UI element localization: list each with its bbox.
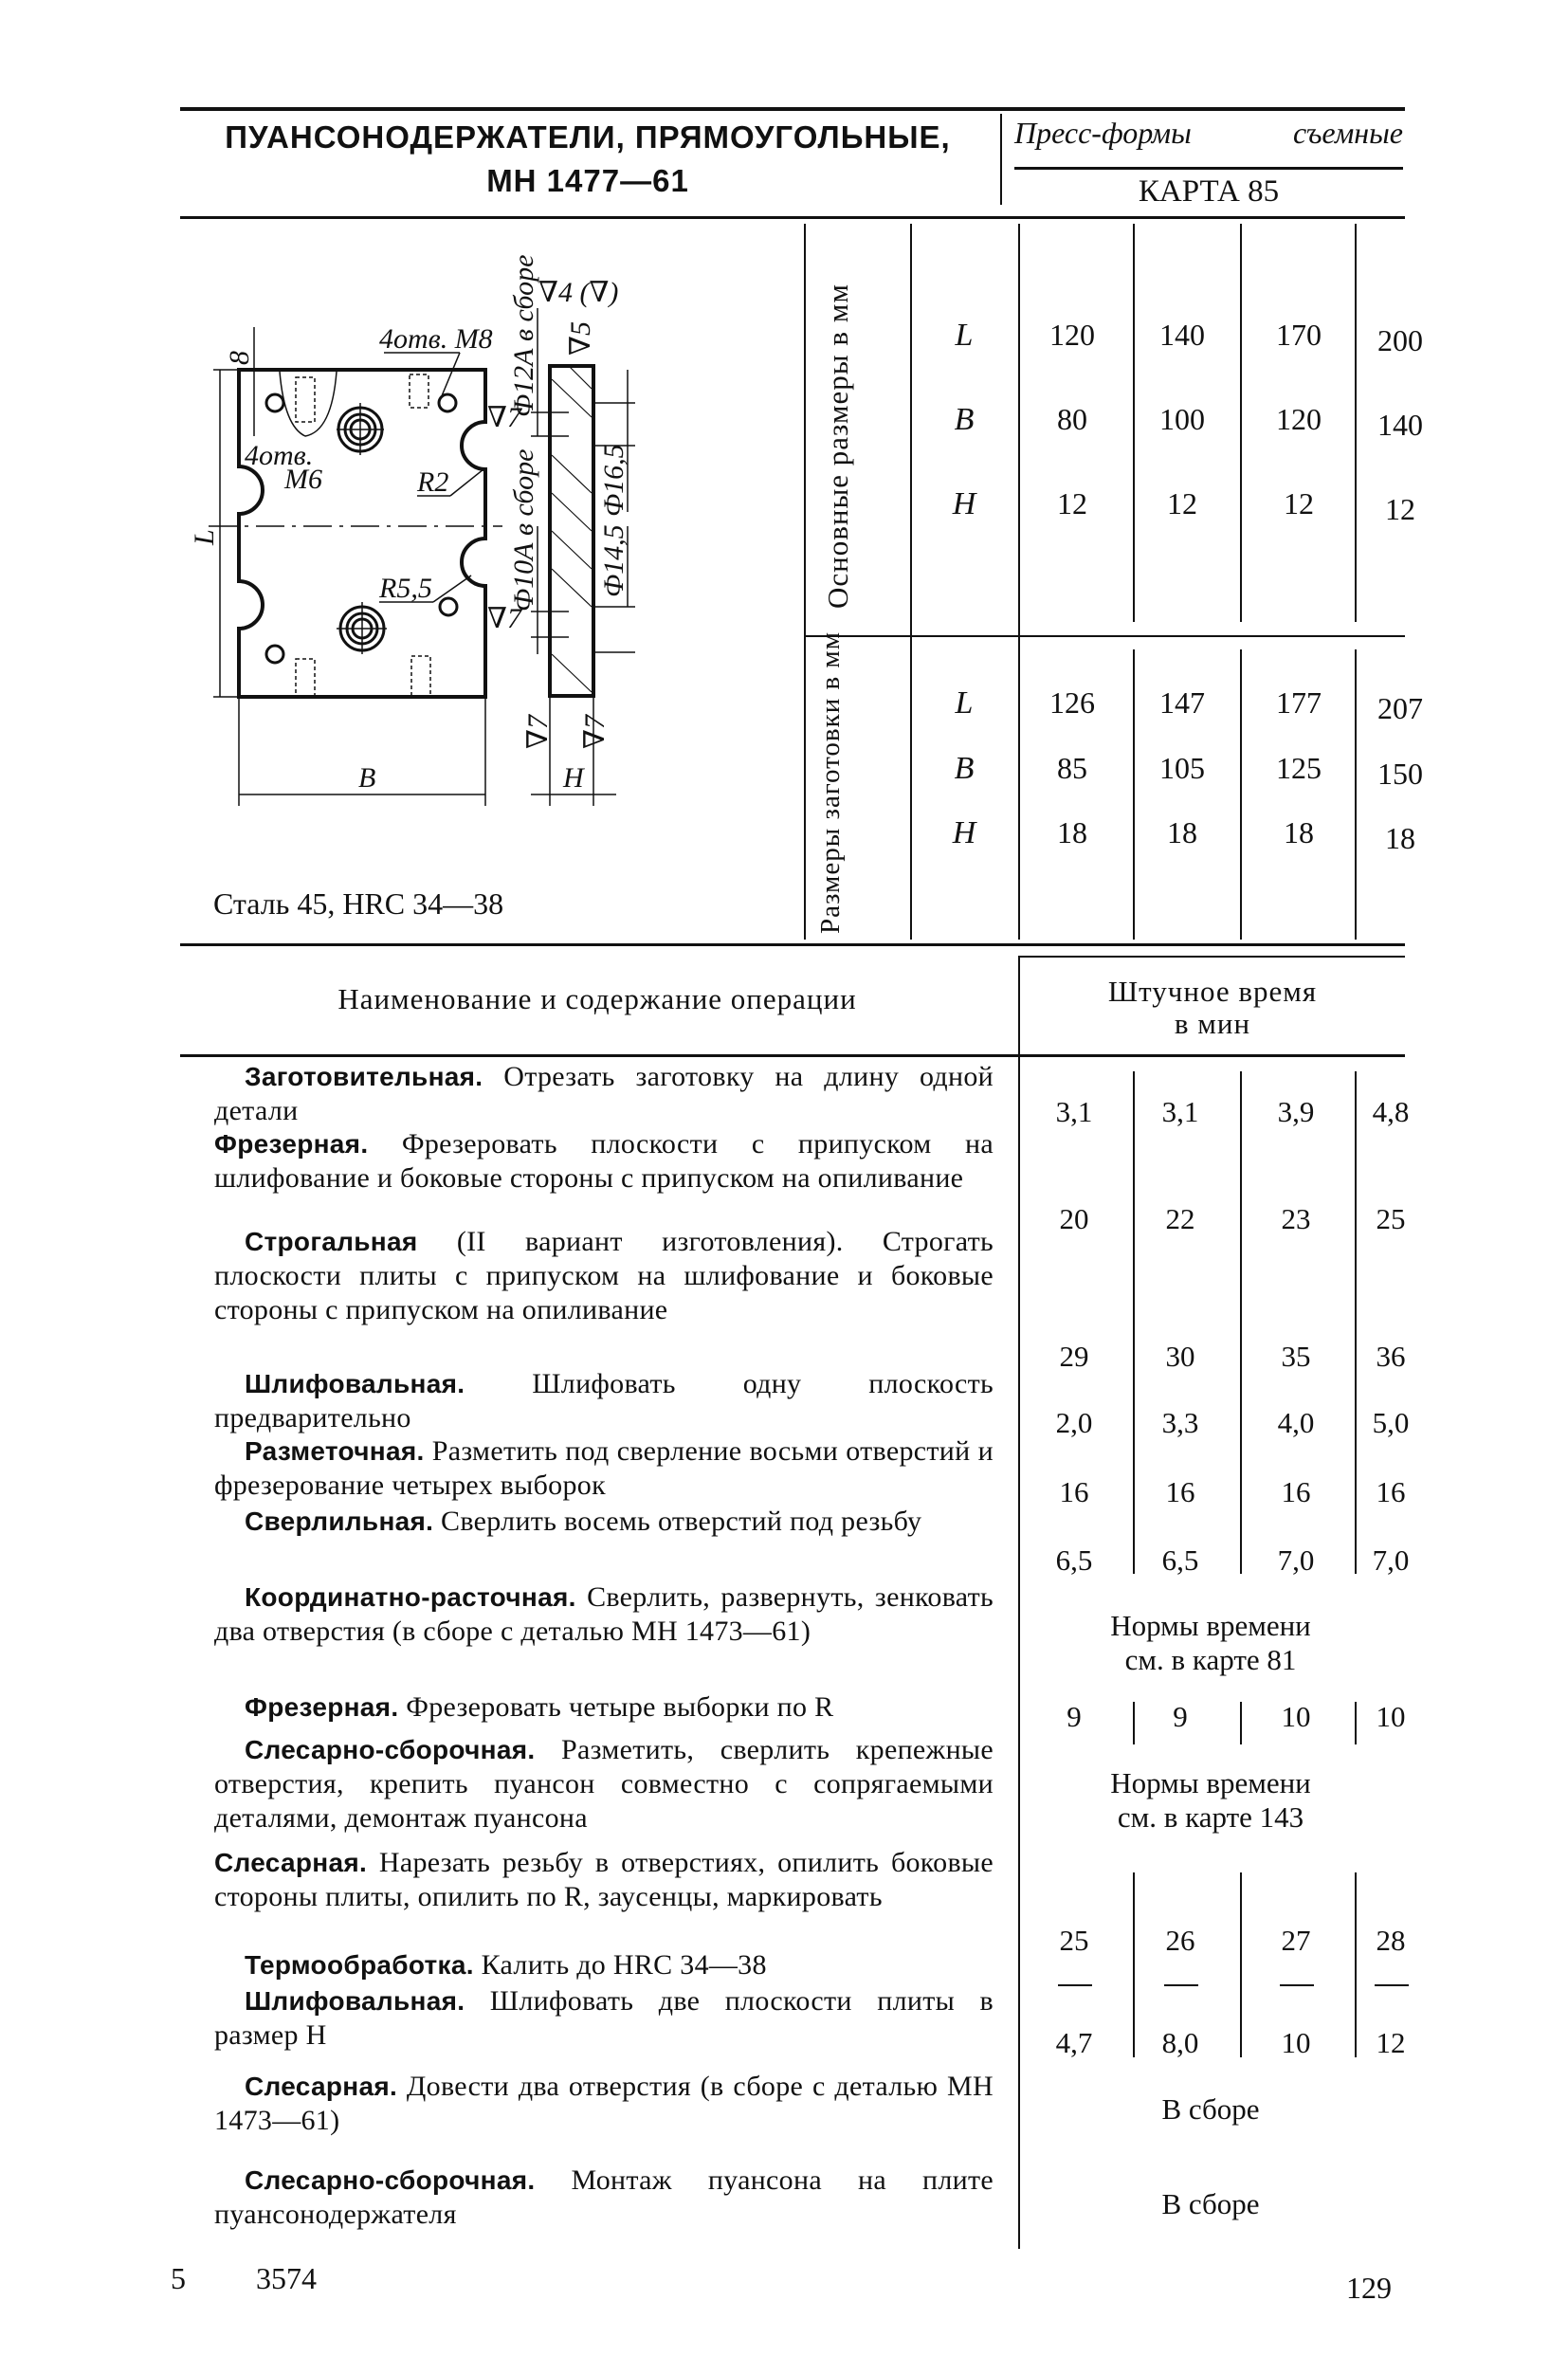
operation-name: Координатно-расточная.	[245, 1582, 576, 1612]
operation-item	[214, 1846, 994, 1914]
operation-name: Шлифовальная.	[245, 1369, 465, 1398]
operation-name: Термообработка.	[245, 1950, 474, 1980]
time-fraction-bottom: 10	[1281, 2026, 1311, 2059]
time-value: 2,0	[1055, 1406, 1093, 1439]
time-column-separator	[1133, 1702, 1135, 1744]
operation-item	[214, 1505, 994, 1539]
operation-text: Шлифовать одну плоскость предварительно	[214, 1368, 994, 1434]
operation-item	[214, 1127, 994, 1196]
time-value: 4,0	[1277, 1406, 1315, 1439]
operation-name: Разметочная.	[245, 1436, 425, 1466]
time-fraction-bottom: 8,0	[1161, 2026, 1199, 2059]
label-r55: R5,5	[379, 573, 432, 604]
time-fraction-top: 25	[1059, 1924, 1089, 1957]
operation-item	[214, 1580, 994, 1649]
operation-name: Слесарная.	[214, 1848, 368, 1877]
operation-name: Слесарно-сборочная.	[245, 2165, 536, 2195]
dimension-letter: B	[954, 402, 975, 437]
operation-name: Заготовительная.	[245, 1062, 483, 1091]
material-note: Сталь 45, HRC 34—38	[213, 886, 504, 921]
time-column-separator	[1240, 1872, 1242, 2057]
col-line-1	[1018, 224, 1020, 940]
blank-dimensions-label: Размеры заготовки в мм	[815, 630, 846, 934]
label-roughness-7a: ∇7	[487, 402, 521, 433]
operation-text: Разметить, сверлить крепежные отверстия, крепить пуансон совместно с сопрягаемыми деталями, демонтаж пуансона	[214, 1734, 994, 1834]
col-line-4	[1355, 224, 1357, 622]
time-column-separator	[1355, 1872, 1357, 2057]
time-value: 7,0	[1277, 1543, 1315, 1577]
time-value: 29	[1059, 1340, 1089, 1373]
time-column-separator	[1355, 1071, 1357, 1574]
dimension-value: 18	[1057, 815, 1087, 849]
dimension-value: 120	[1276, 402, 1322, 436]
time-value: 16	[1376, 1475, 1406, 1508]
time-value: 3,3	[1161, 1406, 1199, 1439]
operation-name: Фрезерная.	[245, 1692, 399, 1722]
label-phi10: Ф10А в сборе	[508, 448, 539, 612]
dim-divider-letters	[910, 224, 912, 940]
label-phi165: Ф16,5	[598, 444, 629, 517]
time-column-separator	[1355, 1702, 1357, 1744]
dimension-value: 140	[1377, 408, 1423, 442]
time-value: 3,1	[1055, 1095, 1093, 1128]
operation-item	[214, 1060, 994, 1128]
operation-item	[214, 1225, 994, 1327]
note-81-line2: см. в карте 81	[1124, 1643, 1297, 1676]
time-value: 35	[1281, 1340, 1311, 1373]
dimension-letter: B	[954, 751, 975, 786]
label-r2: R2	[417, 466, 449, 498]
note-card-143	[1035, 1766, 1386, 1835]
dim-section-divider	[804, 635, 1405, 637]
time-value: 10	[1281, 1700, 1311, 1733]
page-number: 129	[1346, 2271, 1392, 2305]
time-column-separator	[1133, 1872, 1135, 2057]
dimension-letter: H	[952, 486, 976, 521]
dimension-letter: L	[955, 318, 974, 353]
operations-header-name: Наименование и содержание операции	[337, 982, 857, 1015]
label-l: L	[189, 529, 220, 545]
label-roughness-4: ∇4 (∇)	[538, 277, 619, 308]
operation-text: Нарезать резьбу в отверстиях, опилить боковые стороны плиты, опилить по R, заусенцы, маркировать	[214, 1847, 994, 1912]
upper-bottom-rule-2	[1018, 956, 1405, 958]
time-value: 4,8	[1372, 1095, 1410, 1128]
operation-name: Строгальная	[245, 1227, 418, 1256]
col-line-2	[1133, 224, 1135, 622]
col-line-3	[1240, 224, 1242, 622]
operation-item	[214, 1434, 994, 1503]
fraction-bar	[1164, 1984, 1198, 1986]
dimension-value: 177	[1276, 685, 1322, 720]
label-8: 8	[224, 351, 255, 365]
dimension-value: 147	[1159, 685, 1205, 720]
note-card-81	[1035, 1609, 1386, 1677]
operation-item	[214, 1367, 994, 1435]
dim-divider-left	[804, 224, 806, 940]
dimension-value: 105	[1159, 751, 1205, 785]
time-value: 7,0	[1372, 1543, 1410, 1577]
dimension-value: 12	[1057, 486, 1087, 520]
time-column-separator	[1133, 1071, 1135, 1574]
time-value: 16	[1165, 1475, 1195, 1508]
in-assembly-1: В сборе	[1161, 2092, 1260, 2126]
dimension-value: 207	[1377, 691, 1423, 725]
operation-text: Монтаж пуансона на плите пуансонодержателя	[214, 2164, 994, 2230]
label-h: H	[563, 762, 584, 794]
operation-text: Шлифовать две плоскости плиты в размер H	[214, 1985, 994, 2051]
label-m8: 4отв. М8	[379, 323, 493, 355]
dimension-value: 200	[1377, 323, 1423, 357]
operation-text: Отрезать заготовку на длину одной детали	[214, 1061, 994, 1126]
upper-bottom-rule	[180, 943, 1405, 946]
dimension-value: 18	[1284, 815, 1314, 849]
time-value: 10	[1376, 1700, 1406, 1733]
page-title: ПУАНСОНОДЕРЖАТЕЛИ, ПРЯМОУГОЛЬНЫЕ,	[225, 119, 951, 155]
operation-item	[214, 1733, 994, 1835]
in-assembly-2: В сборе	[1161, 2187, 1260, 2220]
dimension-value: 12	[1167, 486, 1197, 520]
label-phi145: Ф14,5	[598, 524, 629, 597]
dimension-value: 12	[1284, 486, 1314, 520]
operation-text: Сверлить восемь отверстий под резьбу	[433, 1506, 922, 1537]
time-fraction-top: 27	[1281, 1924, 1311, 1957]
operation-name: Слесарная.	[245, 2072, 398, 2101]
label-m6-b: М6	[284, 464, 322, 495]
dimension-value: 170	[1276, 318, 1322, 352]
operation-text: Разметить под сверление восьми отверстий и фрезерование четырех выборок	[214, 1435, 994, 1501]
time-value: 6,5	[1161, 1543, 1199, 1577]
label-m6-a: 4отв.	[245, 440, 314, 471]
dimension-value: 126	[1049, 685, 1095, 720]
time-fraction-bottom: 12	[1376, 2026, 1406, 2059]
time-fraction-top: 28	[1376, 1924, 1406, 1957]
note-81-line1: Нормы времени	[1110, 1609, 1311, 1642]
ops-header-rule	[180, 1054, 1405, 1057]
operation-text: (II вариант изготовления). Строгать плоскости плиты с припуском на шлифование и боковые стороны с припуском на опиливание	[214, 1226, 994, 1325]
dimension-value: 120	[1049, 318, 1095, 352]
dimension-value: 80	[1057, 402, 1087, 436]
operation-text: Сверлить, развернуть, зенковать два отверстия (в сборе с деталью МН 1473—61)	[214, 1581, 994, 1647]
label-roughness-7c: ∇7	[522, 715, 554, 749]
operation-name: Фрезерная.	[214, 1129, 369, 1159]
operation-item	[214, 1948, 994, 1982]
dimension-letter: H	[952, 815, 976, 850]
operation-item	[214, 2070, 994, 2138]
card-number: КАРТА 85	[1138, 174, 1280, 209]
dimension-value: 85	[1057, 751, 1087, 785]
operation-text: Фрезеровать плоскости с припуском на шлифование и боковые стороны с припуском на опиливание	[214, 1128, 994, 1194]
time-fraction-top: 26	[1165, 1924, 1195, 1957]
time-value: 9	[1067, 1700, 1082, 1733]
label-roughness-7b: ∇7	[487, 603, 521, 634]
time-column-separator	[1240, 1702, 1242, 1744]
time-value: 22	[1165, 1202, 1195, 1235]
operation-text: Калить до HRC 34—38	[473, 1949, 767, 1981]
technical-drawing	[0, 0, 1568, 948]
operation-name: Сверлильная.	[245, 1507, 434, 1536]
operation-text: Довести два отверстия (в сборе с деталью МН 1473—61)	[214, 2071, 994, 2136]
operations-header-time-1: Штучное время	[1107, 975, 1318, 1008]
time-value: 23	[1281, 1202, 1311, 1235]
fraction-bar	[1280, 1984, 1314, 1986]
time-value: 5,0	[1372, 1406, 1410, 1439]
col-line-2b	[1133, 649, 1135, 940]
label-phi12: Ф12А в сборе	[508, 254, 539, 417]
operation-name: Слесарно-сборочная.	[245, 1735, 536, 1764]
col-line-3b	[1240, 649, 1242, 940]
main-dimensions-label: Основные размеры в мм	[821, 283, 854, 609]
col-line-4b	[1355, 649, 1357, 940]
time-column-separator	[1240, 1071, 1242, 1574]
fraction-bar	[1058, 1984, 1092, 1986]
dimension-value: 150	[1377, 757, 1423, 791]
footer-sheet: 5	[171, 2261, 186, 2295]
time-value: 30	[1165, 1340, 1195, 1373]
dimension-value: 125	[1276, 751, 1322, 785]
note-143-line1: Нормы времени	[1110, 1766, 1311, 1799]
time-value: 25	[1376, 1202, 1406, 1235]
dimension-value: 12	[1385, 492, 1415, 526]
label-roughness-5: ∇5	[565, 321, 596, 356]
dimension-value: 18	[1167, 815, 1197, 849]
time-value: 16	[1059, 1475, 1089, 1508]
label-b: B	[358, 762, 376, 794]
dimension-value: 140	[1159, 318, 1205, 352]
operation-item	[214, 2164, 994, 2232]
time-value: 6,5	[1055, 1543, 1093, 1577]
label-roughness-7d: ∇7	[579, 715, 611, 749]
footer-code: 3574	[256, 2261, 317, 2295]
time-value: 3,9	[1277, 1095, 1315, 1128]
category-label: Пресс-формы съемные	[1014, 116, 1403, 150]
time-value: 16	[1281, 1475, 1311, 1508]
fraction-bar	[1375, 1984, 1409, 1986]
section-view	[550, 366, 593, 696]
operation-name: Шлифовальная.	[245, 1986, 465, 2016]
time-value: 20	[1059, 1202, 1089, 1235]
time-value: 36	[1376, 1340, 1406, 1373]
operation-text: Фрезеровать четыре выборки по R	[398, 1691, 834, 1723]
time-value: 9	[1173, 1700, 1188, 1733]
operations-header-time-2: в мин	[1174, 1007, 1251, 1040]
page-subtitle: МН 1477—61	[486, 163, 689, 198]
dimension-letter: L	[955, 685, 974, 721]
ops-divider	[1018, 958, 1020, 2249]
operation-item	[214, 1984, 994, 2053]
note-143-line2: см. в карте 143	[1117, 1800, 1304, 1834]
time-value: 3,1	[1161, 1095, 1199, 1128]
time-fraction-bottom: 4,7	[1055, 2026, 1093, 2059]
dimension-value: 100	[1159, 402, 1205, 436]
dimension-value: 18	[1385, 821, 1415, 855]
operation-item	[214, 1690, 994, 1725]
